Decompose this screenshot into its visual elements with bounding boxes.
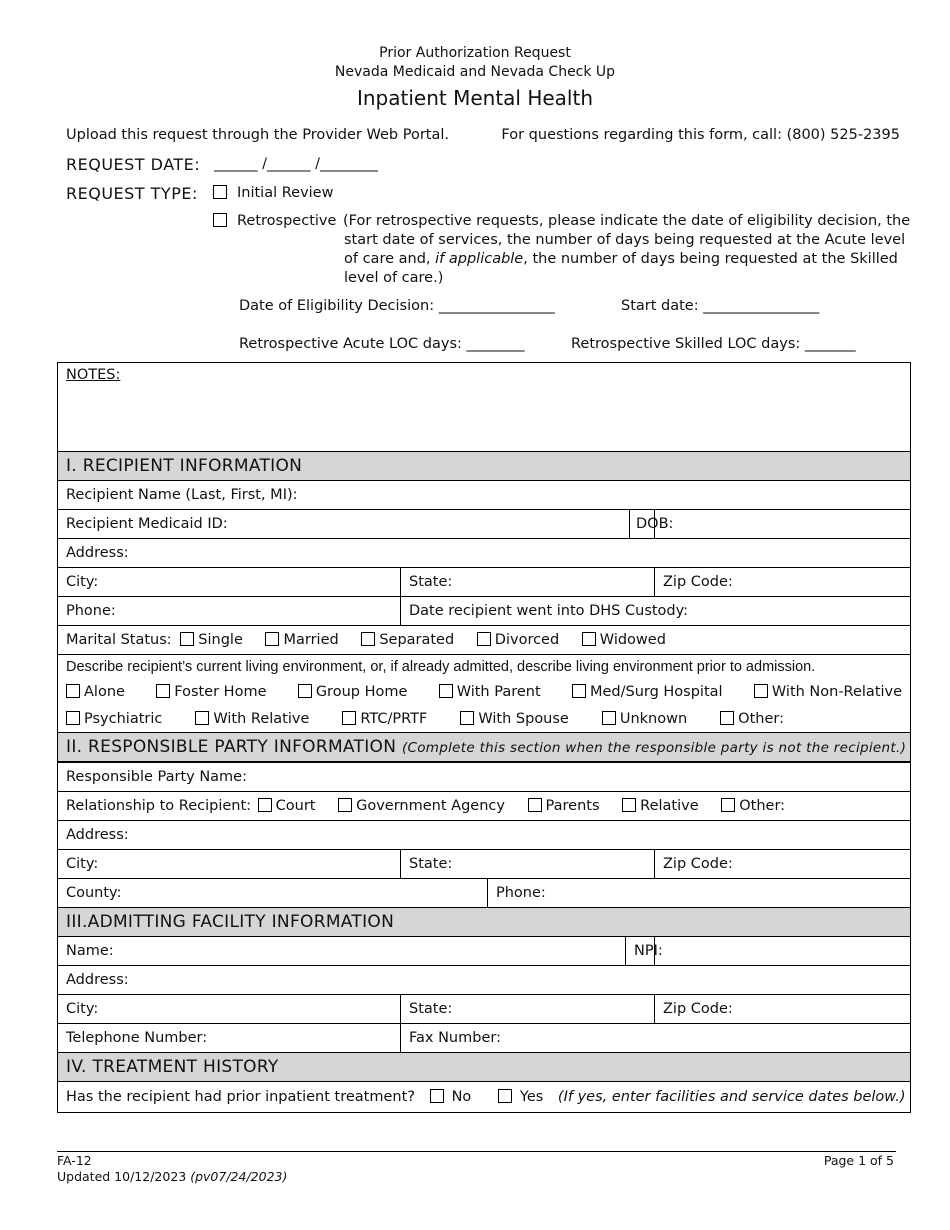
marital-widowed[interactable]: Widowed bbox=[582, 632, 666, 648]
recipient-address-field[interactable]: Address: bbox=[58, 539, 911, 568]
checkbox[interactable] bbox=[721, 798, 735, 812]
prior-treatment-note: (If yes, enter facilities and service dates below.) bbox=[557, 1089, 906, 1105]
living-with-spouse[interactable]: With Spouse bbox=[460, 710, 568, 729]
living-other[interactable]: Other: bbox=[720, 710, 784, 729]
marital-married[interactable]: Married bbox=[265, 632, 338, 648]
living-with-parent[interactable]: With Parent bbox=[439, 683, 541, 702]
recipient-city-field[interactable]: City: bbox=[58, 568, 401, 597]
prior-treatment-question: Has the recipient had prior inpatient treatment? bbox=[66, 1089, 415, 1105]
rel-parents[interactable]: Parents bbox=[528, 798, 600, 814]
recipient-zip-field[interactable]: Zip Code: bbox=[655, 568, 911, 597]
facility-telephone-field[interactable]: Telephone Number: bbox=[58, 1024, 401, 1053]
living-alone[interactable]: Alone bbox=[66, 683, 125, 702]
updated-date: Updated 10/12/2023 (pv07/24/2023) bbox=[57, 1169, 288, 1184]
section-admitting-facility-header: III.ADMITTING FACILITY INFORMATION bbox=[58, 908, 911, 937]
checkbox[interactable] bbox=[528, 798, 542, 812]
checkbox[interactable] bbox=[265, 632, 279, 646]
initial-review-option[interactable] bbox=[213, 185, 333, 201]
form-subtitle-1: Prior Authorization Request bbox=[379, 45, 571, 61]
living-environment-prompt: Describe recipient’s current living environment, or, if already admitted, describe living environment prior to admission. bbox=[66, 659, 816, 675]
rel-other[interactable]: Other: bbox=[721, 798, 785, 814]
section-recipient-header: I. RECIPIENT INFORMATION bbox=[58, 452, 911, 481]
responsible-party-name-field[interactable]: Responsible Party Name: bbox=[58, 762, 911, 792]
living-with-non-relative[interactable]: With Non-Relative bbox=[754, 683, 902, 702]
responsible-party-note: (Complete this section when the responsible party is not the recipient.) bbox=[401, 740, 907, 756]
living-options-row-1 bbox=[66, 683, 902, 702]
checkbox[interactable] bbox=[195, 711, 209, 725]
checkbox[interactable] bbox=[498, 1089, 512, 1103]
retro-instructions-4: level of care.) bbox=[344, 270, 444, 286]
dob-field[interactable]: DOB: bbox=[655, 510, 911, 539]
checkbox[interactable] bbox=[156, 684, 170, 698]
retro-instructions-1: (For retrospective requests, please indicate the date of eligibility decision, the bbox=[343, 213, 911, 229]
facility-name-field[interactable]: Name: bbox=[58, 937, 655, 966]
request-date-label: REQUEST DATE: bbox=[66, 155, 201, 174]
notes-box[interactable] bbox=[58, 363, 911, 452]
facility-city-field[interactable]: City: bbox=[58, 995, 401, 1024]
responsible-city-field[interactable]: City: bbox=[58, 850, 401, 879]
living-med-surg-hospital[interactable]: Med/Surg Hospital bbox=[572, 683, 723, 702]
relationship-label: Relationship to Recipient: bbox=[66, 798, 252, 814]
relationship-row bbox=[58, 792, 911, 821]
facility-address-field[interactable]: Address: bbox=[58, 966, 911, 995]
checkbox[interactable] bbox=[439, 684, 453, 698]
acute-loc-days-field[interactable]: Retrospective Acute LOC days: ________ bbox=[239, 336, 525, 352]
responsible-state-field[interactable]: State: bbox=[401, 850, 655, 879]
marital-divorced[interactable]: Divorced bbox=[477, 632, 559, 648]
form-subtitle-2: Nevada Medicaid and Nevada Check Up bbox=[334, 64, 616, 80]
living-with-relative[interactable]: With Relative bbox=[195, 710, 309, 729]
checkbox[interactable] bbox=[477, 632, 491, 646]
checkbox[interactable] bbox=[430, 1089, 444, 1103]
living-psychiatric[interactable]: Psychiatric bbox=[66, 710, 162, 729]
checkbox[interactable] bbox=[460, 711, 474, 725]
checkbox[interactable] bbox=[298, 684, 312, 698]
facility-state-field[interactable]: State: bbox=[401, 995, 655, 1024]
living-foster-home[interactable]: Foster Home bbox=[156, 683, 266, 702]
prior-treatment-no[interactable]: No bbox=[430, 1089, 472, 1105]
recipient-name-field[interactable]: Recipient Name (Last, First, MI): bbox=[58, 481, 911, 510]
living-group-home[interactable]: Group Home bbox=[298, 683, 408, 702]
retro-instructions-2: start date of services, the number of days being requested at the Acute level bbox=[344, 232, 906, 248]
upload-instruction: Upload this request through the Provider Web Portal. bbox=[66, 127, 449, 143]
responsible-county-field[interactable]: County: bbox=[58, 879, 488, 908]
request-type-label: REQUEST TYPE: bbox=[66, 184, 198, 203]
checkbox[interactable] bbox=[180, 632, 194, 646]
form-table bbox=[57, 362, 911, 1113]
retro-instructions-3: of care and, if applicable, the number of days being requested at the Skilled bbox=[344, 251, 898, 267]
checkbox[interactable] bbox=[754, 684, 768, 698]
checkbox[interactable] bbox=[338, 798, 352, 812]
checkbox[interactable] bbox=[258, 798, 272, 812]
rel-court[interactable]: Court bbox=[258, 798, 316, 814]
skilled-loc-days-field[interactable]: Retrospective Skilled LOC days: _______ bbox=[571, 336, 856, 352]
eligibility-date-field[interactable]: Date of Eligibility Decision: ________________ bbox=[239, 298, 555, 314]
living-environment-cell bbox=[58, 655, 911, 733]
responsible-zip-field[interactable]: Zip Code: bbox=[655, 850, 911, 879]
facility-npi-field[interactable]: NPI: bbox=[655, 937, 911, 966]
recipient-phone-field[interactable]: Phone: bbox=[58, 597, 401, 626]
form-id: FA-12 bbox=[57, 1153, 92, 1168]
prior-treatment-row bbox=[58, 1082, 911, 1113]
checkbox[interactable] bbox=[720, 711, 734, 725]
rel-government-agency[interactable]: Government Agency bbox=[338, 798, 505, 814]
retrospective-option[interactable] bbox=[213, 213, 336, 229]
checkbox[interactable] bbox=[66, 711, 80, 725]
recipient-medicaid-id-field[interactable]: Recipient Medicaid ID: bbox=[58, 510, 655, 539]
checkbox[interactable] bbox=[622, 798, 636, 812]
page-number: Page 1 of 5 bbox=[823, 1153, 894, 1168]
notes-label: NOTES: bbox=[66, 367, 121, 383]
checkbox[interactable] bbox=[342, 711, 356, 725]
questions-phone: For questions regarding this form, call: (800) 525-2395 bbox=[501, 127, 900, 143]
start-date-field[interactable]: Start date: ________________ bbox=[621, 298, 820, 314]
initial-review-checkbox[interactable] bbox=[213, 185, 227, 199]
retrospective-checkbox[interactable] bbox=[213, 213, 227, 227]
section-treatment-history-header: IV. TREATMENT HISTORY bbox=[58, 1053, 911, 1082]
form-title: Inpatient Mental Health bbox=[356, 86, 594, 110]
checkbox[interactable] bbox=[361, 632, 375, 646]
marital-status-label: Marital Status: bbox=[66, 632, 172, 648]
section-responsible-party-header: II. RESPONSIBLE PARTY INFORMATION (Complete this section when the responsible party is not the recipient.) bbox=[58, 733, 911, 763]
checkbox[interactable] bbox=[572, 684, 586, 698]
marital-status-row bbox=[58, 626, 911, 655]
marital-separated[interactable]: Separated bbox=[361, 632, 454, 648]
retrospective-label: Retrospective bbox=[237, 213, 337, 229]
facility-zip-field[interactable]: Zip Code: bbox=[655, 995, 911, 1024]
responsible-address-field[interactable]: Address: bbox=[58, 821, 911, 850]
request-date-field[interactable]: ______ /______ /________ bbox=[214, 156, 378, 172]
initial-review-label: Initial Review bbox=[237, 185, 334, 201]
living-unknown[interactable]: Unknown bbox=[602, 710, 687, 729]
dhs-custody-date-field[interactable]: Date recipient went into DHS Custody: bbox=[401, 597, 911, 626]
living-options-row-2 bbox=[66, 710, 902, 729]
recipient-state-field[interactable]: State: bbox=[401, 568, 655, 597]
checkbox[interactable] bbox=[602, 711, 616, 725]
checkbox[interactable] bbox=[66, 684, 80, 698]
prior-treatment-yes[interactable]: Yes bbox=[498, 1089, 543, 1105]
living-rtc-prtf[interactable]: RTC/PRTF bbox=[342, 710, 427, 729]
responsible-phone-field[interactable]: Phone: bbox=[488, 879, 911, 908]
checkbox[interactable] bbox=[582, 632, 596, 646]
facility-fax-field[interactable]: Fax Number: bbox=[401, 1024, 911, 1053]
rel-relative[interactable]: Relative bbox=[622, 798, 698, 814]
footer-rule bbox=[57, 1151, 896, 1152]
marital-single[interactable]: Single bbox=[180, 632, 243, 648]
